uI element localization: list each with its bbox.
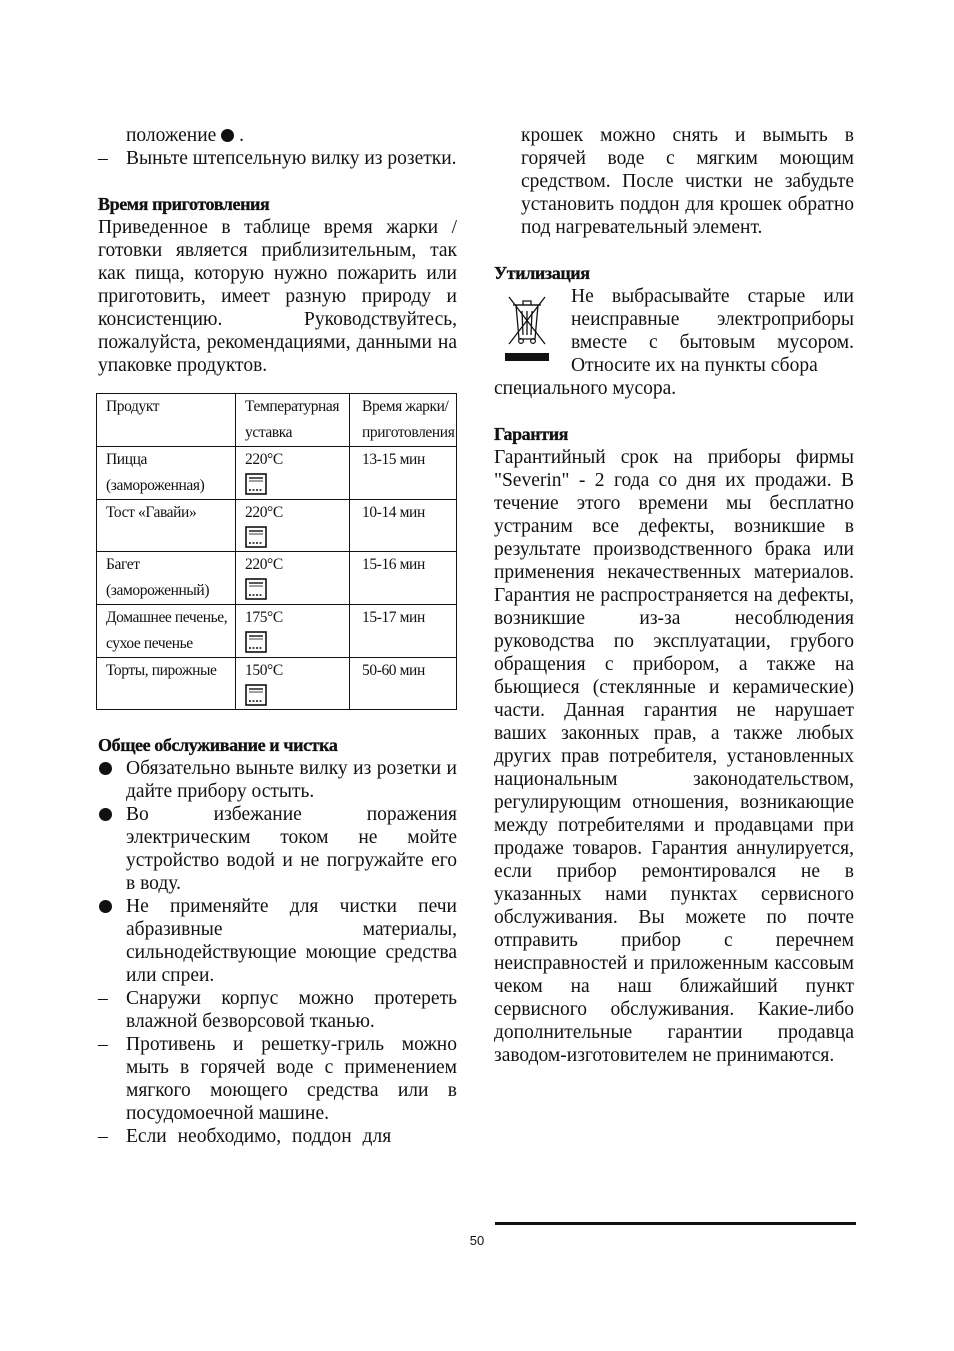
dash-item-text: Выньте штепсельную вилку из розетки.: [126, 148, 457, 169]
care-dash-text: Если необходимо, поддон для: [126, 1126, 392, 1147]
right-column: [494, 124, 854, 1067]
cell-temp: [236, 500, 350, 552]
cell-temp: [236, 447, 350, 500]
header-product: Продукт: [97, 394, 236, 447]
table-row: [97, 552, 457, 605]
crumb-tray-continuation: крошек можно снять и вымыть в горячей воде с мягким моющим средством. После чистки не забудьте установить поддон для крошек обратно под нагревательный элемент.: [521, 125, 854, 238]
oven-icon: [245, 578, 267, 600]
cell-temp: [236, 658, 350, 710]
care-bullet-item: [98, 803, 457, 895]
cell-temp: [236, 552, 350, 605]
oven-icon: [245, 684, 267, 706]
cell-time: 15-17 мин: [350, 605, 457, 658]
bullet-mark: [98, 895, 120, 918]
temp-value: 175°C: [245, 609, 283, 626]
bullet-mark: [98, 803, 120, 826]
temp-value: 220°C: [245, 451, 283, 468]
cell-time: 10-14 мин: [350, 500, 457, 552]
cooking-table: [96, 393, 457, 710]
section-heading-cooking-time: Время приготовления: [98, 194, 270, 214]
dash-mark: –: [98, 1034, 108, 1055]
oven-icon: [245, 526, 267, 548]
table-header-row: [97, 394, 457, 447]
footer-rule: [495, 1222, 856, 1225]
temp-value: 220°C: [245, 556, 283, 573]
cell-time: 50-60 мин: [350, 658, 457, 710]
disposal-block: [494, 285, 854, 400]
dash-item-unplug: [98, 147, 457, 170]
care-bullet-text: Обязательно выньте вилку из розетки и дайте прибору остыть.: [126, 758, 457, 802]
care-dash-item: [98, 1125, 457, 1148]
temp-value: 150°C: [245, 662, 283, 679]
header-time: Время жарки/ приготовления: [350, 394, 457, 447]
table-row: [97, 500, 457, 552]
care-dash-text: Снаружи корпус можно протереть влажной безворсовой тканью.: [126, 988, 457, 1032]
cell-temp: [236, 605, 350, 658]
section-heading-warranty: Гарантия: [494, 424, 569, 444]
warranty-text: Гарантийный срок на приборы фирмы "Severin" - 2 года со дня их продажи. В течение этого времени мы бесплатно устраним все дефекты, возникшие в результате производственного брака или применения некачественных материалов. Гарантия не распространяется на дефекты, возникшие из-за несоблюдения руководства по эксплуатации, грубого обращения с прибором, а также на бьющиеся (стеклянные и керамические) части. Данная гарантия не нарушает ваших законных прав, а также любых других прав потребителя, установленных национальным законодательством, регулирующим отношения, возникающие между потребителями и продавцами при продаже товаров. Гарантия аннулируется, если прибор ремонтировался не в указанных нами пунктах сервисного обслуживания. Вы можете по почте отправить прибор с перечнем неисправностей и приложенным кассовым чеком на наш ближайший пункт сервисного обслуживания. Какие-либо дополнительные гарантии продавца заводом-изготовителем не принимаются.: [494, 447, 854, 1066]
header-temperature: Температурная уставка: [236, 394, 350, 447]
table-row: [97, 447, 457, 500]
bullet-icon: [221, 129, 234, 142]
page-number: 50: [469, 1233, 485, 1248]
bullet-icon: [99, 762, 112, 775]
left-column: [98, 124, 457, 1148]
care-bullet-item: [98, 757, 457, 803]
disposal-text: Не выбрасывайте старые или неисправные электроприборы вместе с бытовым мусором. Относите их на пункты сбора: [571, 286, 854, 376]
dash-mark: –: [98, 148, 108, 169]
crossed-out-bin-icon: [502, 289, 552, 365]
care-bullet-text: Не применяйте для чистки печи абразивные материалы, сильнодействующие моющие средства или спреи.: [126, 896, 457, 986]
cooking-time-text: Приведенное в таблице время жарки / готовки является приблизительным, так как пища, которую нужно пожарить или приготовить, имеет разную природу и консистенцию. Руководствуйтесь, пожалуйста, рекомендациями, данными на упаковке продуктов.: [98, 217, 457, 376]
cell-product: Багет (замороженный): [97, 552, 236, 605]
cell-product: Тост «Гавайи»: [97, 500, 236, 552]
oven-icon: [245, 631, 267, 653]
table-row: [97, 605, 457, 658]
intro-line: [98, 124, 457, 147]
cell-time: 13-15 мин: [350, 447, 457, 500]
care-bullet-text: Во избежание поражения электрическим током не мойте устройство водой и не погружайте его в воду.: [126, 804, 457, 894]
dash-mark: –: [98, 988, 108, 1009]
table-row: [97, 658, 457, 710]
temp-value: 220°C: [245, 504, 283, 521]
care-dash-item: [98, 1033, 457, 1125]
intro-text: положение: [126, 125, 217, 146]
care-bullet-item: [98, 895, 457, 987]
care-dash-item: [98, 987, 457, 1033]
cell-product: Пицца (замороженная): [97, 447, 236, 500]
oven-icon: [245, 473, 267, 495]
bullet-icon: [99, 900, 112, 913]
cell-time: 15-16 мин: [350, 552, 457, 605]
care-dash-text: Противень и решетку-гриль можно мыть в горячей воде с применением мягкого моющего средства или в посудомоечной машине.: [126, 1034, 457, 1124]
dash-mark: –: [98, 1126, 108, 1147]
bullet-mark: [98, 757, 120, 780]
section-heading-care: Общее обслуживание и чистка: [98, 735, 338, 755]
intro-end: .: [239, 125, 244, 146]
bullet-icon: [99, 808, 112, 821]
section-heading-disposal: Утилизация: [494, 263, 590, 283]
cell-product: Домашнее печенье, сухое печенье: [97, 605, 236, 658]
disposal-text-end: специального мусора.: [494, 378, 677, 399]
cell-product: Торты, пирожные: [97, 658, 236, 710]
